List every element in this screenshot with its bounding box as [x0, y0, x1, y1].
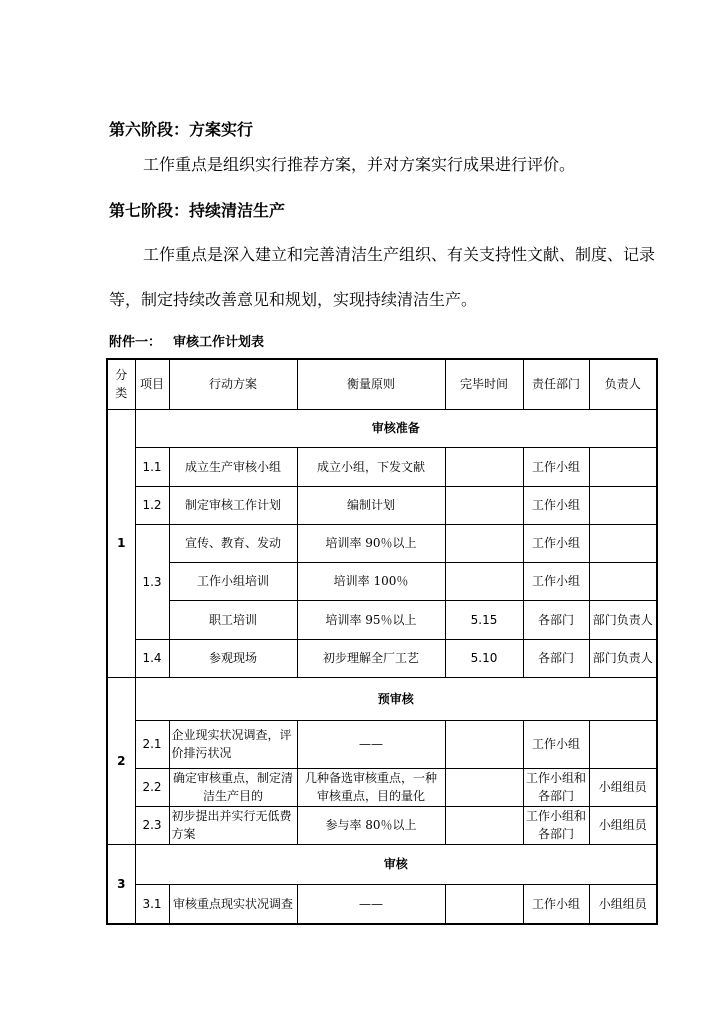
- row-criteria: 初步理解全厂工艺: [297, 639, 445, 677]
- row-owner: 小组组员: [589, 806, 657, 844]
- stage6-heading: 第六阶段：方案实行: [109, 120, 254, 139]
- row-dept: 工作小组和各部门: [523, 768, 589, 806]
- row-owner: [589, 524, 657, 562]
- row-criteria: 培训率 100％: [297, 562, 445, 600]
- stage7-paragraph: 工作重点是深入建立和完善清洁生产组织、有关支持性文献、制度、记录等，制定持续改善意见和规划，实现持续清洁生产。: [109, 245, 656, 309]
- row-criteria: ——: [297, 720, 445, 768]
- row-dept: 工作小组: [523, 562, 589, 600]
- audit-plan-table: [106, 358, 658, 925]
- section-title: 审核准备: [135, 409, 657, 447]
- stage6-paragraph: 工作重点是组织实行推荐方案，并对方案实行成果进行评价。: [143, 155, 576, 174]
- row-owner: 小组组员: [589, 768, 657, 806]
- table-row: [107, 768, 657, 806]
- row-deadline: 5.15: [445, 600, 523, 639]
- row-number: 2.2: [135, 768, 169, 806]
- row-number: 3.1: [135, 884, 169, 924]
- header-dept: 责任部门: [523, 359, 589, 409]
- table-caption: [109, 331, 264, 350]
- section-id: 1: [107, 409, 135, 677]
- caption-title: 审核工作计划表: [173, 335, 265, 350]
- row-deadline: [445, 884, 523, 924]
- header-action: 行动方案: [169, 359, 297, 409]
- row-dept: 工作小组: [523, 884, 589, 924]
- row-criteria: 培训率 95％以上: [297, 600, 445, 639]
- row-owner: 小组组员: [589, 884, 657, 924]
- row-criteria: 编制计划: [297, 486, 445, 524]
- row-dept: 工作小组: [523, 447, 589, 486]
- row-number: 2.3: [135, 806, 169, 844]
- row-deadline: [445, 524, 523, 562]
- row-criteria: 成立小组，下发文献: [297, 447, 445, 486]
- row-action: 制定审核工作计划: [169, 486, 297, 524]
- section-id: 3: [107, 844, 135, 924]
- row-action: 成立生产审核小组: [169, 447, 297, 486]
- table-row: [107, 600, 657, 639]
- row-number: 2.1: [135, 720, 169, 768]
- row-action: 初步提出并实行无低费方案: [169, 806, 297, 844]
- row-number: 1.4: [135, 639, 169, 677]
- header-category: 分类: [107, 359, 135, 409]
- caption-prefix: 附件一：: [109, 335, 162, 350]
- header-deadline: 完毕时间: [445, 359, 523, 409]
- table-row: [107, 524, 657, 562]
- section-id: 2: [107, 677, 135, 844]
- header-criteria: 衡量原则: [297, 359, 445, 409]
- row-dept: 工作小组: [523, 524, 589, 562]
- row-criteria: 参与率 80％以上: [297, 806, 445, 844]
- section-row: [107, 677, 657, 720]
- row-action: 审核重点现实状况调查: [169, 884, 297, 924]
- table-row: [107, 447, 657, 486]
- table-row: [107, 486, 657, 524]
- row-number: 1.3: [135, 524, 169, 639]
- row-number: 1.2: [135, 486, 169, 524]
- header-item: 项目: [135, 359, 169, 409]
- row-dept: 工作小组和各部门: [523, 806, 589, 844]
- row-owner: 部门负责人: [589, 600, 657, 639]
- section-title: 审核: [135, 844, 657, 884]
- section-row: [107, 844, 657, 884]
- row-action: 参观现场: [169, 639, 297, 677]
- row-criteria: 培训率 90％以上: [297, 524, 445, 562]
- row-owner: 部门负责人: [589, 639, 657, 677]
- table-row: [107, 884, 657, 924]
- row-deadline: [445, 486, 523, 524]
- row-owner: [589, 447, 657, 486]
- row-deadline: 5.10: [445, 639, 523, 677]
- row-dept: 各部门: [523, 639, 589, 677]
- row-owner: [589, 720, 657, 768]
- table-row: [107, 806, 657, 844]
- section-row: [107, 409, 657, 447]
- row-dept: 工作小组: [523, 720, 589, 768]
- row-dept: 工作小组: [523, 486, 589, 524]
- row-deadline: [445, 562, 523, 600]
- table-row: [107, 562, 657, 600]
- table-row: [107, 720, 657, 768]
- row-criteria: ——: [297, 884, 445, 924]
- row-dept: 各部门: [523, 600, 589, 639]
- row-deadline: [445, 768, 523, 806]
- row-action: 工作小组培训: [169, 562, 297, 600]
- section-title: 预审核: [135, 677, 657, 720]
- row-deadline: [445, 447, 523, 486]
- header-owner: 负责人: [589, 359, 657, 409]
- row-action: 确定审核重点，制定清洁生产目的: [169, 768, 297, 806]
- row-deadline: [445, 720, 523, 768]
- table-header-row: [107, 359, 657, 409]
- stage7-heading: 第七阶段：持续清洁生产: [109, 201, 286, 220]
- row-action: 企业现实状况调查，评价排污状况: [169, 720, 297, 768]
- row-deadline: [445, 806, 523, 844]
- row-owner: [589, 486, 657, 524]
- row-number: 1.1: [135, 447, 169, 486]
- row-action: 宣传、教育、发动: [169, 524, 297, 562]
- table-row: [107, 639, 657, 677]
- row-action: 职工培训: [169, 600, 297, 639]
- row-owner: [589, 562, 657, 600]
- row-criteria: 几种备选审核重点，一种审核重点，目的量化: [297, 768, 445, 806]
